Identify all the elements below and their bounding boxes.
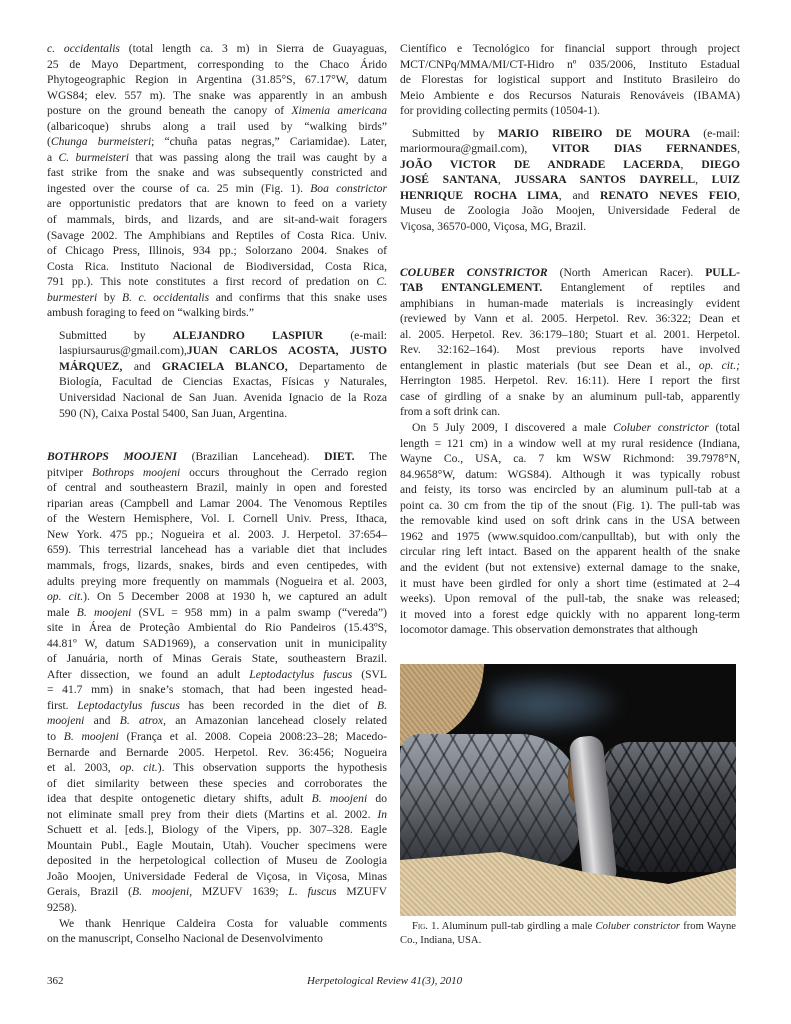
text-line: de Florestas for logistical support and Instituto Brasileiro do — [400, 73, 740, 87]
text-line: Mountain Publ., Eagle Moutain, Utah). Voucher specimens were — [47, 838, 387, 852]
figure-1-photo — [400, 664, 736, 916]
text-line: length = 121 cm) in a window well at my rural residence (Indiana, — [400, 436, 740, 450]
snake-body-right — [600, 742, 736, 872]
text-line: Rev. 32:162–164). Most previous reports have involved — [400, 343, 740, 357]
text-line: it moved into a forest edge quickly with no apparent long-term — [400, 607, 740, 621]
acknowledgements-start — [47, 916, 387, 947]
text-line: of diet similarity between these species and corroborates the — [47, 776, 387, 790]
left-column — [47, 41, 387, 947]
text-line: 659). This terrestrial lancehead has a variable diet that includes — [47, 543, 387, 557]
text-line: c. occidentalis (total length ca. 3 m) in Sierra de Guayaguas, — [47, 42, 388, 55]
text-line: 44.81º W, datum SAD1969), a conservation unit in municipality — [47, 636, 387, 650]
text-line: for providing collecting permits (10504-1). — [400, 104, 600, 118]
submitted-by-moura — [400, 126, 740, 235]
text-line: (Savage 2002. The Amphibians and Reptiles of Costa Rica. Univ. — [47, 228, 387, 242]
text-line: Biología, Facultad de Ciencias Exactas, Físicas y Naturales, — [59, 375, 387, 389]
text-line: male B. moojeni (SVL = 958 mm) in a palm swamp (“vereda”) — [47, 605, 387, 619]
text-line: João Moojen, Universidade Federal de Viçosa, in Viçosa, Minas — [47, 869, 387, 883]
text-line: point ca. 30 cm from the tip of the snout (Fig. 1). The pull-tab was — [400, 498, 740, 512]
text-line: On 5 July 2009, I discovered a male Coluber constrictor (total — [412, 421, 740, 435]
text-line: site in Área de Proteção Ambiental do Rio Pandeiros (15.43ºS, — [47, 621, 387, 635]
text-line: from a soft drink can. — [400, 405, 501, 419]
text-line: Museu de Zoologia João Moojen, Universidade Federal de — [400, 204, 740, 218]
text-line: op. cit.). On 5 December 2008 at 1930 h, we captured an adult — [47, 590, 387, 604]
boa-note-paragraph — [47, 41, 387, 321]
text-line: fast strike from the snake and was subsequently constricted and — [47, 166, 387, 180]
right-column — [400, 41, 740, 638]
text-line: Gerais, Brazil (B. moojeni, MZUFV 1639; L. fuscus MZUFV — [47, 885, 387, 899]
text-line: MÁRQUEZ, and GRACIELA BLANCO, Departamento de — [59, 359, 387, 373]
text-line: of Chicago Press, Illinois, 934 pp.; Solorzano 2004. Snakes of — [47, 244, 387, 258]
text-line: idea that despite ontogenetic dietary shifts, adult B. moojeni do — [47, 792, 387, 806]
text-line: = 41.7 mm) in snake’s stomach, that had been ingested head- — [47, 683, 387, 697]
text-line: moojeni and B. atrox, an Amazonian lancehead closely related — [47, 714, 387, 728]
text-line: and the evident (but not extensive) external damage to the snake, — [400, 560, 740, 574]
text-line: ingested over the course of ca. 25 min (Fig. 1). Boa constrictor — [47, 181, 387, 195]
journal-footer: Herpetological Review 41(3), 2010 — [307, 975, 463, 987]
text-line: ambush foraging to feed on “walking birds.” — [47, 306, 255, 320]
submitted-by-laspiur — [47, 328, 387, 421]
text-line: the removable kind used on soft drink cans in the USA between — [400, 514, 740, 528]
text-line: 9258). — [47, 900, 77, 914]
text-line: of the Western Hemisphere, Vol. I. Cornell Univ. Press, Ithaca, — [47, 512, 387, 526]
text-line: it must have been girdled for only a short time (estimated at 2–4 — [400, 576, 740, 590]
text-line: al. 2005. Herpetol. Rev. 36:179–180; Stuart et al. 2001. Herpetol. — [400, 327, 740, 341]
text-line: TAB ENTANGLEMENT. Entanglement of reptiles and — [400, 281, 740, 295]
text-line: Schuett et al. [eds.], Biology of the Vipers, pp. 307–328. Eagle — [47, 823, 387, 837]
text-line: (albaricoque) shrubs along a trail used by “walking birds” — [47, 119, 387, 133]
text-line: JOSÉ SANTANA, JUSSARA SANTOS DAYRELL, LUIZ — [400, 173, 741, 187]
text-line: Costa Rica. Instituto Nacional de Biodiversidad, Costa Rica, — [47, 259, 387, 273]
text-line: amphibians in human-made materials is increasingly evident — [400, 296, 740, 310]
acknowledgements-continued — [400, 41, 740, 119]
text-line: (Chunga burmeisteri; “chuña patas negras,” Cariamidae). Later, — [47, 135, 388, 149]
text-line: of central and southeastern Brazil, mainly in open and forested — [47, 481, 387, 495]
text-line: Wayne Co., USA, ca. 7 km WSW Richmond: 39.7978°N, — [400, 452, 740, 466]
text-line: Viçosa, 36570-000, Viçosa, MG, Brazil. — [400, 220, 587, 234]
bothrops-moojeni-note — [47, 449, 387, 915]
text-line: Herrington 1985. Herpetol. Rev. 16:11). Here I report the first — [400, 374, 740, 388]
text-line: 1962 and 1975 (www.squidoo.com/canpulltab), but with only the — [400, 529, 740, 543]
text-line: Submitted by MARIO RIBEIRO DE MOURA (e-mail: — [412, 126, 740, 140]
text-line: New York. 475 pp.; Nogueira et al. 2003. J. Herpetol. 37:654– — [47, 527, 387, 541]
text-line: COLUBER CONSTRICTOR (North American Racer). PULL- — [400, 265, 740, 279]
text-line: BOTHROPS MOOJENI (Brazilian Lancehead). DIET. The — [47, 450, 387, 464]
text-line: deposited in the herpetological collection of Museu de Zoologia — [47, 854, 387, 868]
text-line: mammals, frogs, lizards, snakes, birds and even centipedes, with — [47, 558, 387, 572]
text-line: JOÃO VICTOR DE ANDRADE LACERDA, DIEGO — [400, 157, 741, 171]
text-line: riparian areas (Campbell and Lamar 2004. The Venomous Reptiles — [47, 496, 387, 510]
text-line: and feisty, its torso was encircled by an aluminum pull-tab at a — [400, 483, 740, 497]
text-line: entanglement in plastic materials (but see Dean et al., op. cit.; — [400, 358, 740, 372]
text-line: et al. 2003, op. cit.). This observation supports the hypothesis — [47, 761, 387, 775]
text-line: case of girdling of a snake by an aluminum pull-tab, apparently — [400, 389, 740, 403]
text-line: circular ring left intact. Based on the apparent health of the snake — [400, 545, 740, 559]
text-line: After dissection, we found an adult Leptodactylus fuscus (SVL — [47, 667, 387, 681]
text-line: pitviper Bothrops moojeni occurs throughout the Cerrado region — [47, 465, 387, 479]
text-line: (reviewed by Vann et al. 2005. Herpetol. Rev. 36:322; Dean et — [400, 312, 740, 326]
text-line: adults preying more frequently on mammals (Nogueira et al. 2003, — [47, 574, 387, 588]
text-line: Submitted by ALEJANDRO LASPIUR (e-mail: — [59, 328, 388, 342]
text-line: of mammals, birds, and lizards, and are sit-and-wait foragers — [47, 213, 387, 227]
figure-label: Fig. 1. — [412, 921, 440, 932]
text-line: burmesteri by B. c. occidentalis and confirms that this snake uses — [47, 290, 388, 304]
text-line: 25 de Mayo Department, corresponding to the Chaco Árido — [47, 57, 387, 71]
text-line: MCT/CNPq/MMA/MI/CT-Hidro nº 035/2006, Instituto Estadual — [400, 57, 740, 71]
caption-species: Coluber constrictor — [595, 921, 680, 932]
text-line: of Januária, north of Minas Gerais State, southeastern Brazil. — [47, 652, 387, 666]
text-line: Universidad Nacional de San Juan. Avenida Ignacio de la Roza — [59, 391, 387, 405]
text-line: a C. burmeisteri that was passing along the trail was caught by a — [47, 150, 387, 164]
text-line: weeks). Upon removal of the pull-tab, the snake was released; — [400, 592, 740, 606]
text-line: Bernarde and Bernarde 2005. Herpetol. Rev. 36:456; Nogueira — [47, 745, 387, 759]
coluber-constrictor-note — [400, 265, 740, 420]
blurred-background — [490, 674, 620, 734]
figure-1-caption: Fig. 1. Aluminum pull-tab girdling a male Coluber constrictor from Wayne Co., Indiana, USA. — [400, 921, 736, 946]
text-line: 590 (N), Caixa Postal 5400, San Juan, Argentina. — [59, 406, 288, 420]
text-line: 84.9658°W, datum: WGS84). Although it was typically robust — [400, 467, 740, 481]
snake-body-left — [400, 734, 580, 869]
text-line: Meio Ambiente e dos Recursos Naturais Renováveis (IBAMA) — [400, 88, 740, 102]
text-line: are opportunistic predators that are known to feed on a variety — [47, 197, 387, 211]
text-line: mariormoura@gmail.com), VITOR DIAS FERNANDES, — [400, 142, 740, 156]
text-line: Phytogeographic Region in Argentina (31.85°S, 67.17°W, datum — [47, 73, 387, 87]
text-line: to B. moojeni (França et al. 2008. Copeia 2008:23–28; Macedo- — [47, 729, 387, 743]
page-number: 362 — [47, 975, 64, 987]
text-line: not eliminate small prey from their diets (Martins et al. 2002. In — [47, 807, 387, 821]
text-line: We thank Henrique Caldeira Costa for valuable comments — [59, 916, 387, 930]
text-line: first. Leptodactylus fuscus has been recorded in the diet of B. — [47, 698, 387, 712]
text-line: HENRIQUE ROCHA LIMA, and RENATO NEVES FEIO, — [400, 188, 740, 202]
text-line: on the manuscript, Conselho Nacional de Desenvolvimento — [47, 932, 323, 946]
text-line: locomotor damage. This observation demonstrates that although — [400, 623, 698, 637]
text-line: posture on the ground beneath the canopy of Ximenia americana — [47, 104, 387, 118]
text-line: laspiursaurus@gmail.com),JUAN CARLOS ACOSTA, JUSTO — [59, 344, 387, 358]
text-line: Científico e Tecnológico for financial support through project — [400, 42, 740, 55]
text-line: 791 pp.). This note constitutes a first record of predation on C. — [47, 275, 387, 289]
coluber-observation-paragraph — [400, 420, 740, 638]
text-line: WGS84; elev. 557 m). The snake was apparently in an ambush — [47, 88, 387, 102]
